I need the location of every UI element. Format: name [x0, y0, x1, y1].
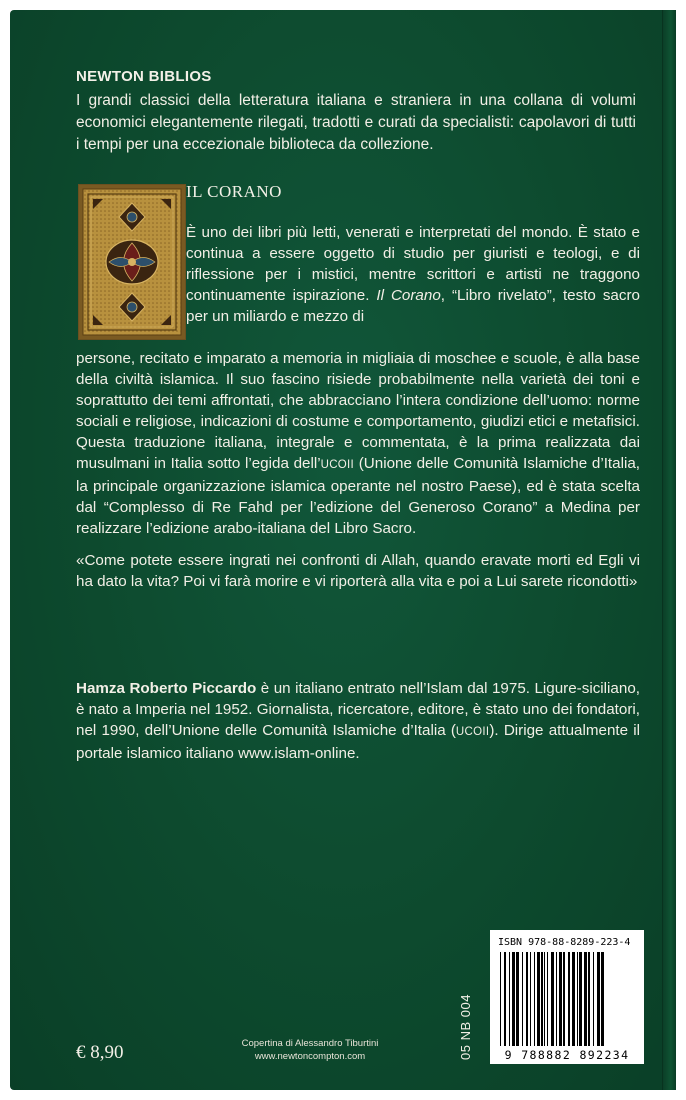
barcode-number: 9 788882 892234	[504, 1048, 630, 1062]
barcode-label	[490, 930, 644, 1064]
publisher-website: www.newtoncompton.com	[254, 1051, 366, 1062]
book-description-body	[76, 348, 640, 539]
barcode-bar	[577, 952, 578, 1046]
description-intro-text: È uno dei libri più letti, venerati e interpretati del mondo. È stato e continua a essere oggetto di studio per giuristi e teologi, e di riflessione per i mistici, mentre scrittori e artisti ne traggono continuamente ispirazione.	[186, 224, 640, 304]
back-cover	[10, 10, 676, 1090]
barcode-bar	[547, 952, 548, 1046]
series-title: NEWTON BIBLIOS	[76, 68, 212, 85]
author-bio-text-a: è un italiano entrato nell’Islam dal 1975. Ligure-siciliano, è nato a Imperia nel 1952. Giornalista, ricercatore, editore, è stato uno dei fondatori, nel 1990, dell’Unione delle Comunità Islamiche d’Italia (	[76, 680, 640, 739]
cover-designer-credit: Copertina di Alessandro Tiburtini	[241, 1038, 379, 1049]
description-body-text-a: persone, recitato e imparato a memoria in migliaia di moschee e scuole, è alla base della civiltà islamica. Il suo fascino risiede probabilmente nella varietà dei toni e soprattutto dei temi affrontati, che abbracciano l’intera condizione dell’uomo: norme sociali e religiose, indicazioni di costume e comportamento, giudizi etici e metafisici. Questa traduzione italiana, integrale e commentata, è la prima realizzata dai musulmani in Italia sotto l’egida dell’	[76, 350, 640, 472]
cover-credits	[190, 1037, 430, 1063]
barcode-bar	[572, 952, 575, 1046]
description-body-text-b: (Unione delle Comunità Islamiche d’Italia, la principale organizzazione islamica operante nel nostro Paese), ed è stata scelta dal “Complesso di Re Fahd per l’edizione del Generoso Corano” a Medina per realizzare l’edizione arabo-italiana del Libro Sacro.	[76, 455, 640, 537]
barcode-bar	[597, 952, 600, 1046]
barcode-bar	[584, 952, 587, 1046]
barcode-bar	[509, 952, 510, 1046]
ornament-illustration	[79, 185, 185, 339]
barcode-bar	[563, 952, 565, 1046]
barcode-bar	[559, 952, 562, 1046]
barcode-bar	[500, 952, 501, 1046]
barcode-bar	[512, 952, 515, 1046]
barcode-bar	[516, 952, 519, 1046]
barcode-bar	[556, 952, 557, 1046]
barcode-bar	[541, 952, 543, 1046]
book-title: IL CORANO	[186, 182, 282, 201]
barcode-bar	[530, 952, 531, 1046]
koran-quote: «Come potete essere ingrati nei confronti di Allah, quando eravate morti ed Egli vi ha dato la vita? Poi vi farà morire e vi riporterà alla vita e poi a Lui sarete ricondotti»	[76, 552, 640, 590]
price: € 8,90	[76, 1042, 124, 1063]
spine-edge	[662, 10, 676, 1090]
author-bio	[76, 678, 640, 764]
barcode-bar	[504, 952, 506, 1046]
barcode-bar	[534, 952, 535, 1046]
series-description: I grandi classici della letteratura italiana e straniera in una collana di volumi economici elegantemente rilegati, tradotti e curati da specialisti: capolavori di tutti i tempi per una eccezionale biblioteca da collezione.	[76, 92, 636, 153]
koran-cover-illustration	[78, 184, 186, 340]
barcode-bar	[537, 952, 540, 1046]
book-description-intro	[186, 222, 640, 327]
barcode-bar	[526, 952, 528, 1046]
author-name: Hamza Roberto Piccardo	[76, 680, 257, 697]
barcode-bar	[551, 952, 554, 1046]
barcode-bar	[522, 952, 523, 1046]
barcode-bar	[568, 952, 570, 1046]
barcode-bars	[498, 952, 636, 1048]
barcode-bar	[579, 952, 582, 1046]
barcode-bar	[593, 952, 594, 1046]
description-italic-title: Il Corano	[376, 287, 441, 304]
author-ucoii-abbreviation: UCOII	[455, 726, 490, 738]
author-bio-text-b: ). Dirige attualmente il portale islamico italiano www.islam-online.	[76, 722, 640, 762]
description-after-title: , “Libro rivelato”, testo sacro per un miliardo e mezzo di	[186, 287, 640, 325]
barcode-bar	[544, 952, 545, 1046]
isbn-text: ISBN 978-88-8289-223-4	[498, 937, 631, 948]
catalog-code: 05 NB 004	[458, 994, 473, 1060]
barcode-bar	[601, 952, 604, 1046]
barcode-bar	[588, 952, 590, 1046]
ucoii-abbreviation: UCOII	[320, 459, 355, 471]
